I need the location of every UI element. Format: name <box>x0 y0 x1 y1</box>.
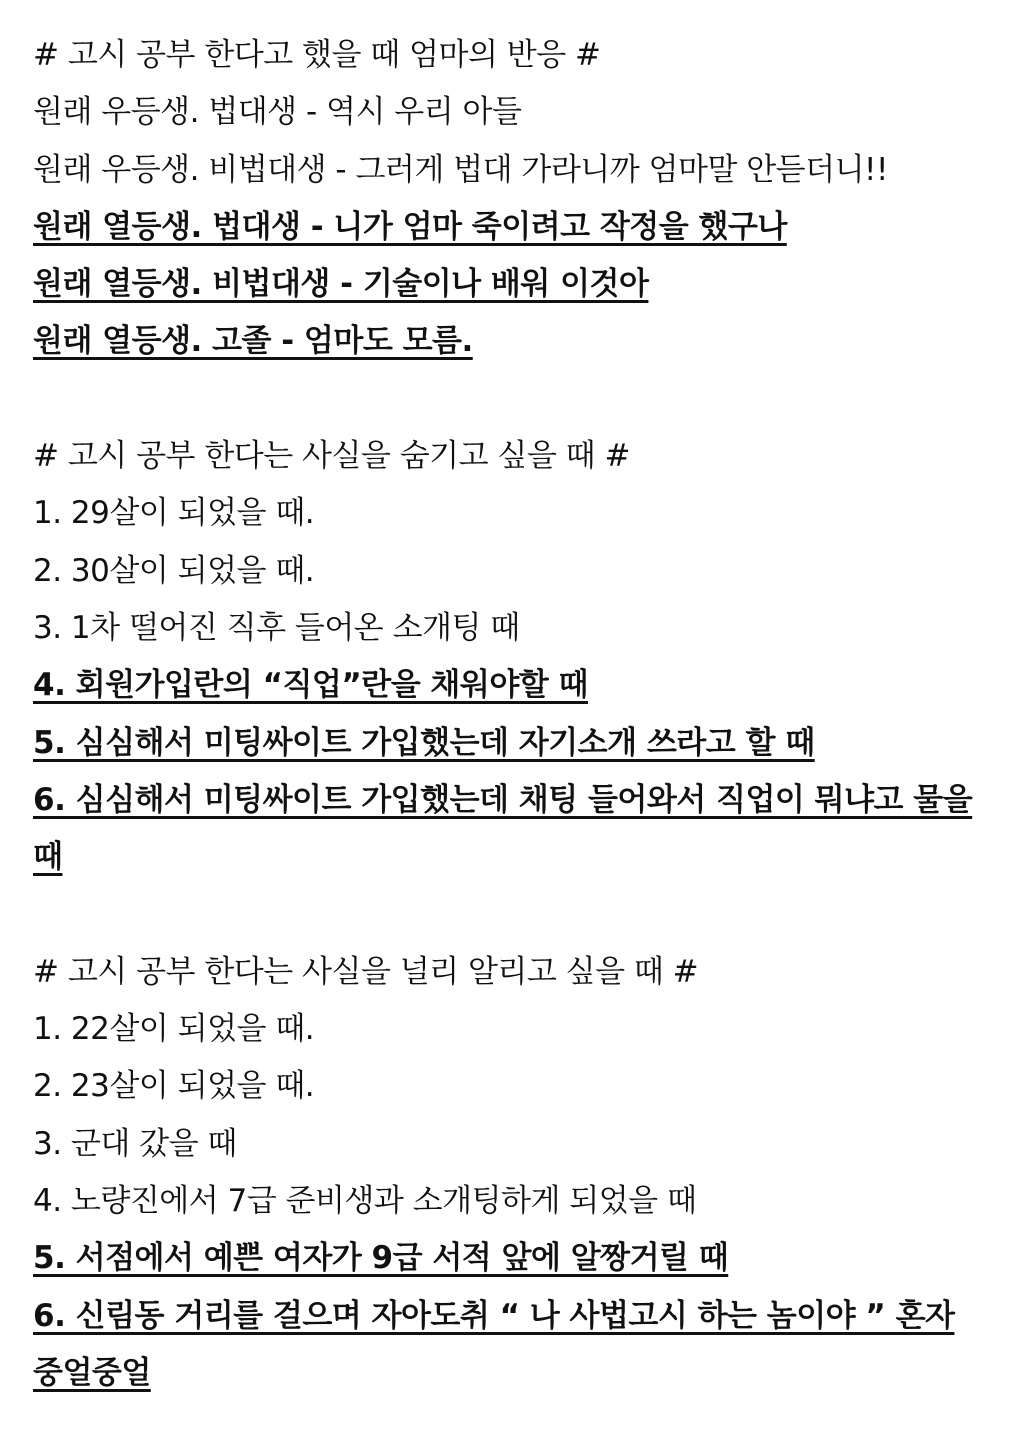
list-item: 3. 1차 떨어진 직후 들어온 소개팅 때 <box>33 609 520 646</box>
text-line: 원래 우등생. 비법대생 - 그러게 법대 가라니까 엄마말 안듣더니!! <box>33 151 888 188</box>
section-hide-fact <box>33 428 993 886</box>
bold-list-item: 4. 회원가입란의 “직업”란을 채워야할 때 <box>33 667 588 704</box>
bold-list-item: 6. 신림동 거리를 걸으며 자아도취 “ 나 사법고시 하는 놈이야 ” 혼자 중얼중얼 <box>33 1297 955 1391</box>
section-heading: # 고시 공부 한다고 했을 때 엄마의 반응 # <box>33 37 601 73</box>
bold-text-line: 원래 열등생. 비법대생 - 기술이나 배워 이것아 <box>33 266 649 303</box>
section-spread-fact <box>33 944 993 1402</box>
section-heading: # 고시 공부 한다는 사실을 널리 알리고 싶을 때 # <box>33 953 699 990</box>
text-line: 원래 우등생. 법대생 - 역시 우리 아들 <box>33 94 522 131</box>
bold-text-line: 원래 열등생. 법대생 - 니가 엄마 죽이려고 작정을 했구나 <box>33 208 787 245</box>
section-heading: # 고시 공부 한다는 사실을 숨기고 싶을 때 # <box>33 438 630 475</box>
section-spacer <box>33 371 993 428</box>
list-item: 1. 22살이 되었을 때. <box>33 1011 315 1048</box>
bold-text-line: 원래 열등생. 고졸 - 엄마도 모름. <box>33 323 473 360</box>
section-spacer <box>33 886 993 943</box>
list-item: 2. 23살이 되었을 때. <box>33 1068 315 1105</box>
list-item: 3. 군대 갔을 때 <box>33 1125 237 1162</box>
bold-list-item: 5. 서점에서 예쁜 여자가 9급 서적 앞에 알짱거릴 때 <box>33 1240 729 1277</box>
list-item: 1. 29살이 되었을 때. <box>33 495 315 532</box>
list-item: 2. 30살이 되었을 때. <box>33 552 315 589</box>
list-item: 4. 노량진에서 7급 준비생과 소개팅하게 되었을 때 <box>33 1182 697 1219</box>
section-mom-reaction <box>33 27 993 371</box>
bold-list-item: 6. 심심해서 미팅싸이트 가입했는데 채팅 들어와서 직업이 뭐냐고 물을 때 <box>33 781 973 876</box>
bold-list-item: 5. 심심해서 미팅싸이트 가입했는데 자기소개 쓰라고 할 때 <box>33 724 815 761</box>
document-body <box>33 27 993 1402</box>
